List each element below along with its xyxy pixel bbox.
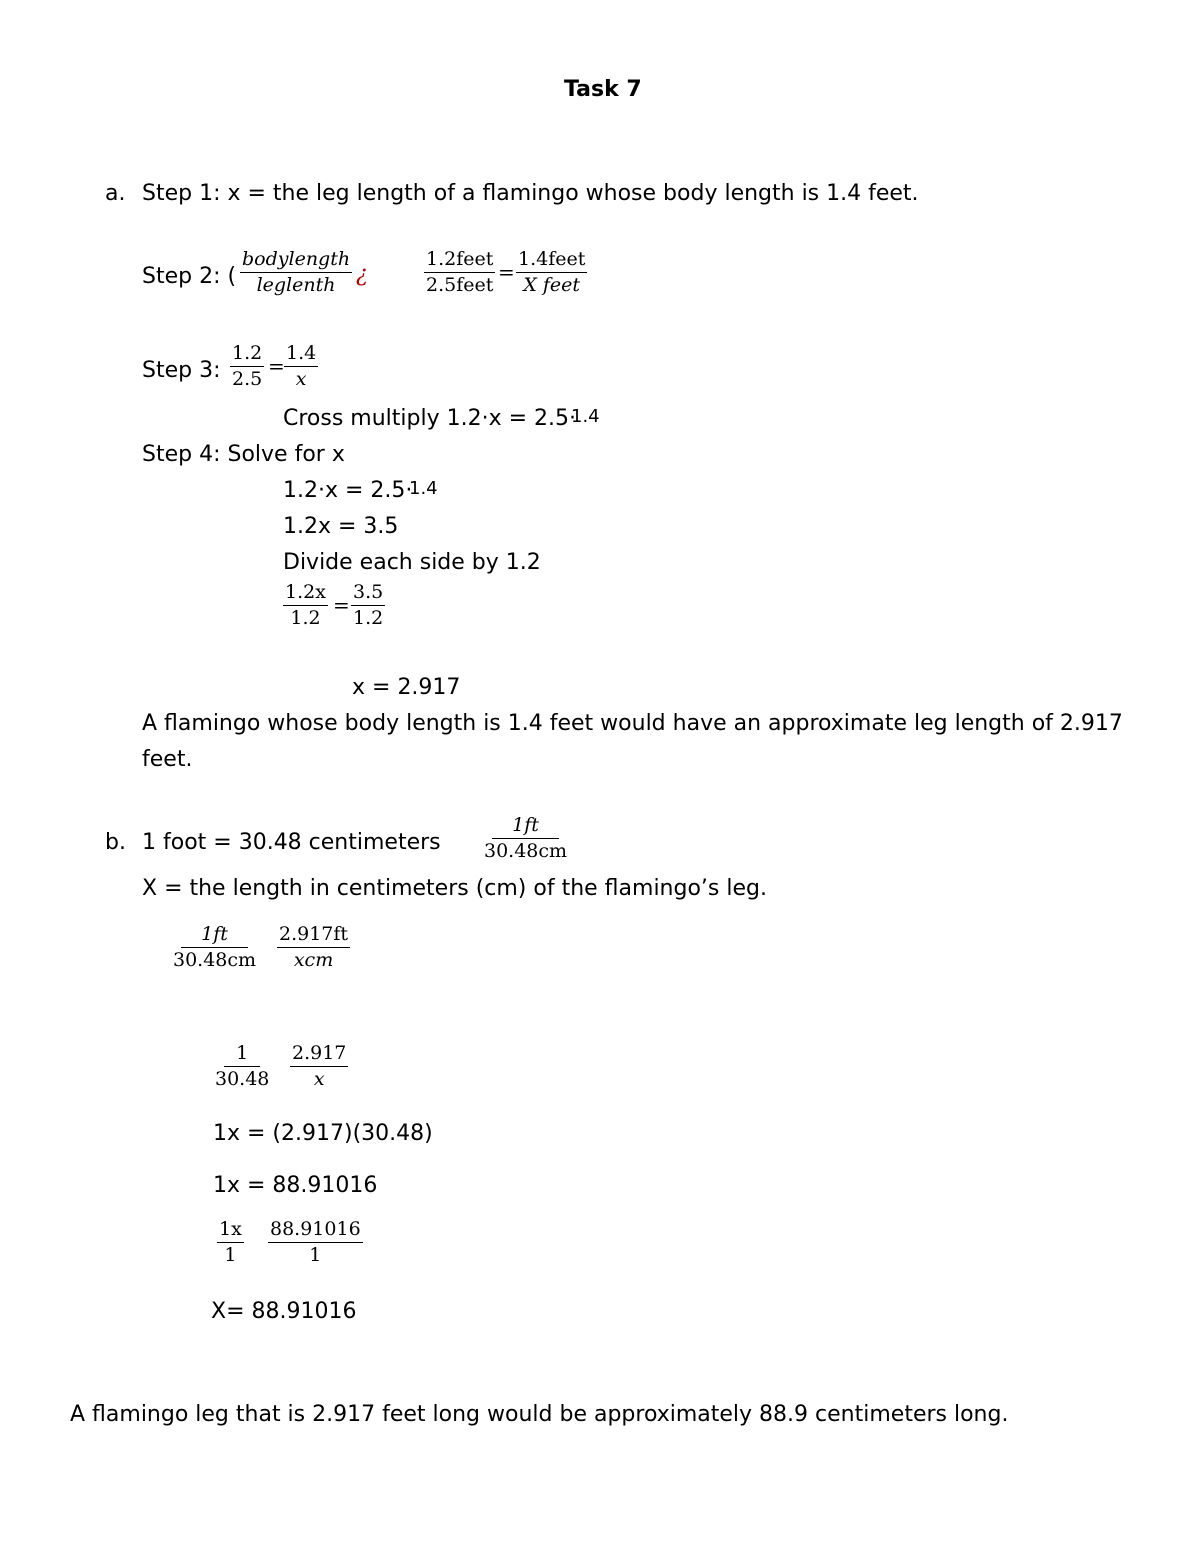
page-title: Task 7 <box>564 77 642 102</box>
step2-right-denominator: X feet <box>523 274 581 296</box>
step3-left-fraction <box>230 344 264 389</box>
step2-ratio-numerator: bodylength <box>240 250 352 273</box>
step2-left-denominator: 2.5feet <box>426 274 494 296</box>
part-a-result: x = 2.917 <box>352 675 461 700</box>
final-statement: A flamingo leg that is 2.917 feet long would be approximately 88.9 centimeters long. <box>70 1402 1009 1427</box>
proportion-right-fraction <box>277 925 350 970</box>
step2-ratio-fraction <box>240 250 352 295</box>
conversion-denominator: 30.48cm <box>484 840 568 862</box>
conclusion-line-2: feet. <box>142 747 193 772</box>
simplified-left-numerator: 1 <box>224 1044 260 1067</box>
solve-line-1-tail: 1.4 <box>409 478 438 499</box>
step2-equals: = <box>498 260 515 284</box>
solve-left-fraction <box>283 583 328 628</box>
step3-left-denominator: 2.5 <box>232 368 263 390</box>
part-b-marker: b. <box>105 830 126 855</box>
definition-text: X = the length in centimeters (cm) of the flamingo’s leg. <box>142 876 767 901</box>
step2-right-numerator: 1.4feet <box>516 250 587 273</box>
proportion-left-fraction <box>171 925 258 970</box>
division-left-fraction <box>217 1220 244 1265</box>
conversion-fraction <box>482 816 569 861</box>
solve-line-3: Divide each side by 1.2 <box>283 550 541 575</box>
proportion-left-denominator: 30.48cm <box>173 949 257 971</box>
division-right-numerator: 88.91016 <box>268 1220 363 1243</box>
proportion-left-numerator: 1ft <box>181 925 248 948</box>
part-a-marker: a. <box>105 181 126 206</box>
conversion-text: 1 foot = 30.48 centimeters <box>142 830 441 855</box>
step3-right-denominator: x <box>295 368 307 390</box>
step2-right-fraction <box>516 250 587 295</box>
step2-left-fraction <box>424 250 495 295</box>
solve-right-denominator: 1.2 <box>353 607 384 629</box>
step2-ratio-denominator: leglenth <box>256 274 336 296</box>
part-b-line-2: 1x = 88.91016 <box>213 1173 378 1198</box>
simplified-right-fraction <box>290 1044 348 1089</box>
step2-left-numerator: 1.2feet <box>424 250 495 273</box>
step4-label: Step 4: Solve for x <box>142 442 345 467</box>
step1-text: Step 1: x = the leg length of a flamingo whose body length is 1.4 feet. <box>142 181 919 206</box>
solve-equals: = <box>333 593 350 617</box>
conversion-numerator: 1ft <box>492 816 559 839</box>
proportion-right-denominator: xcm <box>293 949 334 971</box>
simplified-left-fraction <box>213 1044 271 1089</box>
part-b-result: X= 88.91016 <box>211 1299 357 1324</box>
solve-right-fraction <box>351 583 385 628</box>
division-left-numerator: 1x <box>217 1220 244 1243</box>
simplified-left-denominator: 30.48 <box>215 1068 270 1090</box>
division-left-denominator: 1 <box>224 1244 237 1266</box>
simplified-right-numerator: 2.917 <box>290 1044 348 1067</box>
step3-right-numerator: 1.4 <box>284 344 318 367</box>
step3-right-fraction <box>284 344 318 389</box>
part-b-line-1: 1x = (2.917)(30.48) <box>213 1121 433 1146</box>
step2-label: Step 2: ( <box>142 264 237 289</box>
proportion-right-numerator: 2.917ft <box>277 925 350 948</box>
solve-line-2: 1.2x = 3.5 <box>283 514 399 539</box>
step3-label: Step 3: <box>142 358 221 383</box>
cross-multiply-tail: 1.4 <box>571 406 600 427</box>
step2-glyph: ¿ <box>356 262 368 287</box>
division-right-denominator: 1 <box>309 1244 322 1266</box>
division-right-fraction <box>268 1220 363 1265</box>
cross-multiply-text: Cross multiply 1.2·x = 2.5· <box>283 406 577 431</box>
solve-left-numerator: 1.2x <box>283 583 328 606</box>
solve-right-numerator: 3.5 <box>351 583 385 606</box>
conclusion-line-1: A flamingo whose body length is 1.4 feet would have an approximate leg length of 2.917 <box>142 711 1123 736</box>
simplified-right-denominator: x <box>313 1068 325 1090</box>
step3-equals: = <box>268 354 285 378</box>
solve-line-1: 1.2·x = 2.5· <box>283 478 413 503</box>
step3-left-numerator: 1.2 <box>230 344 264 367</box>
solve-left-denominator: 1.2 <box>290 607 321 629</box>
